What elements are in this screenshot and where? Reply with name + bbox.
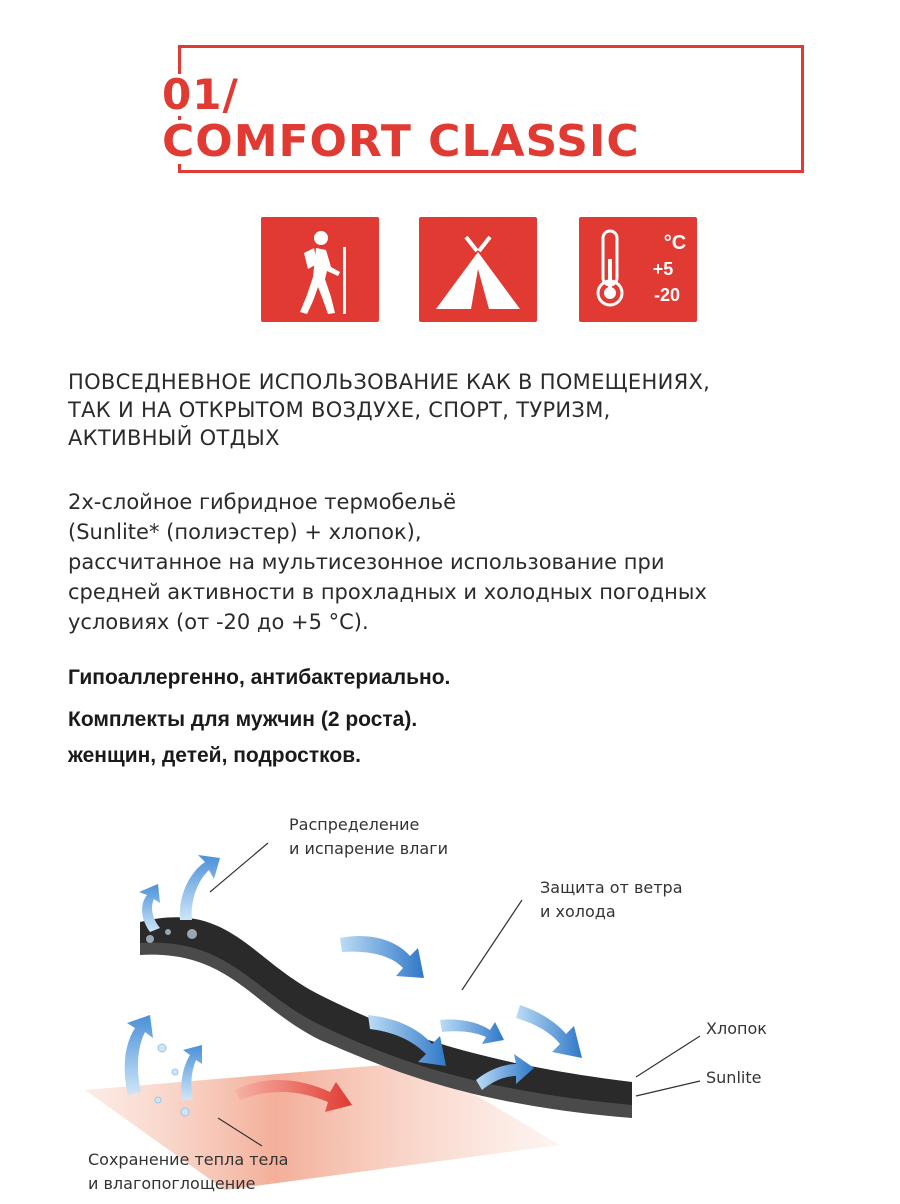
wind-label-line: и холода — [540, 902, 616, 921]
usage-text — [68, 368, 710, 452]
wind-label-line: Защита от ветра — [540, 878, 683, 897]
usage-line: АКТИВНЫЙ ОТДЫХ — [68, 426, 280, 450]
description-line: (Sunlite* (полиэстер) + хлопок), — [68, 520, 422, 544]
description-line: рассчитанное на мультисезонное использование при — [68, 550, 665, 574]
moisture-label — [289, 813, 448, 861]
product-number: 01/ — [162, 74, 247, 116]
description-line: 2х-слойное гибридное термобельё — [68, 490, 457, 514]
warmth-label-line: и влагопоглощение — [88, 1174, 256, 1193]
fabric-layers-diagram — [0, 800, 900, 1200]
hiker-icon — [261, 217, 379, 322]
warmth-label — [88, 1148, 288, 1196]
wind-label — [540, 876, 683, 924]
feature-line: Гипоаллергенно, антибактериально. — [68, 666, 451, 689]
thermometer-icon — [579, 217, 697, 322]
description-text — [68, 487, 707, 637]
usage-line: ТАК И НА ОТКРЫТОМ ВОЗДУХЕ, СПОРТ, ТУРИЗМ, — [68, 398, 611, 422]
sunlite-label: Sunlite — [706, 1068, 762, 1087]
description-line: средней активности в прохладных и холодных погодных — [68, 580, 707, 604]
product-title: COMFORT CLASSIC — [162, 120, 648, 164]
temp-low: -20 — [653, 285, 681, 305]
usage-line: ПОВСЕДНЕВНОЕ ИСПОЛЬЗОВАНИЕ КАК В ПОМЕЩЕНИЯХ, — [68, 370, 711, 394]
tent-icon — [419, 217, 537, 322]
description-line: условиях (от -20 до +5 °С). — [68, 610, 369, 634]
warmth-label-line: Сохранение тепла тела — [88, 1150, 289, 1169]
temp-unit: °C — [663, 232, 687, 254]
feature-line: женщин, детей, подростков. — [68, 744, 361, 767]
feature-line: Комплекты для мужчин (2 роста). — [68, 708, 418, 731]
cotton-label: Хлопок — [706, 1019, 767, 1038]
moisture-label-line: Распределение — [289, 815, 420, 834]
moisture-label-line: и испарение влаги — [289, 839, 448, 858]
temp-high: +5 — [652, 259, 674, 279]
